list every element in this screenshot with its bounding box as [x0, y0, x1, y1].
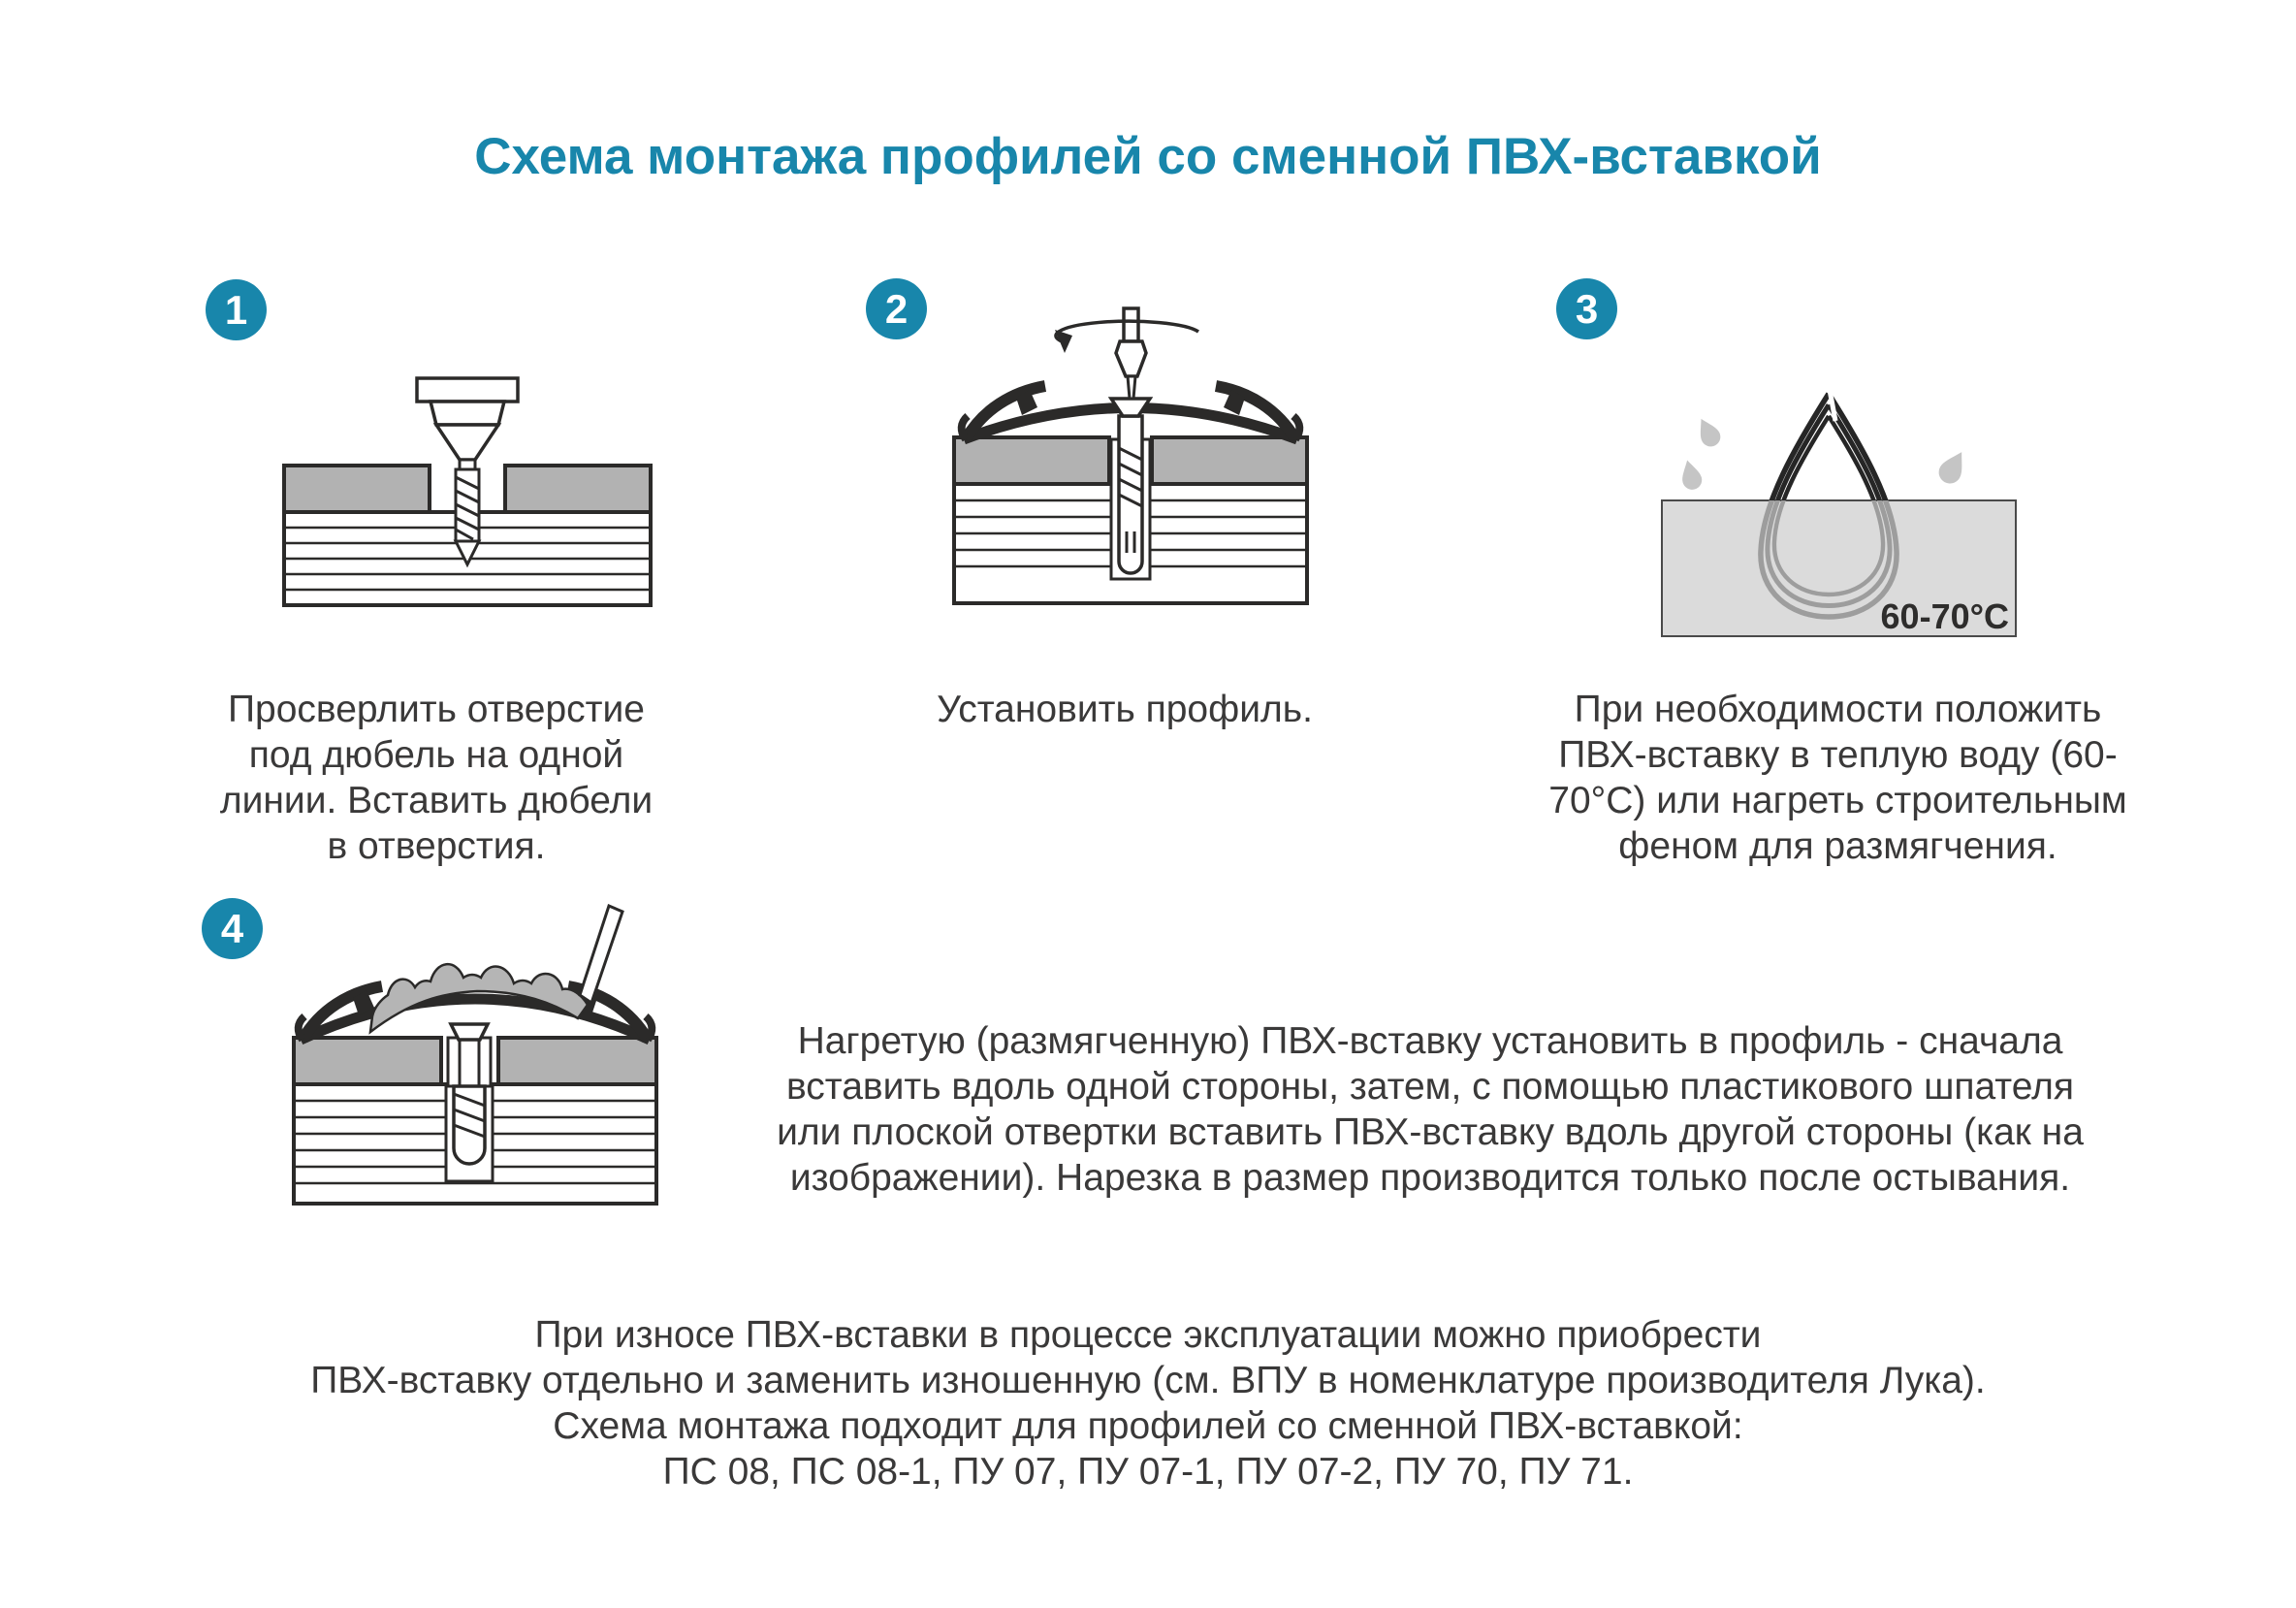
caption-line: ПВХ-вставку в теплую воду (60-: [1558, 734, 2118, 776]
step-3-caption: [1520, 687, 2155, 869]
caption-line: вставить вдоль одной стороны, затем, с помощью пластикового шпателя: [785, 1066, 2075, 1108]
step-1-badge: [206, 279, 267, 340]
footer-line: ПС 08, ПС 08-1, ПУ 07, ПУ 07-1, ПУ 07-2, ПУ 70, ПУ 71.: [662, 1451, 1634, 1493]
caption-line: или плоской отвертки вставить ПВХ-вставку вдоль другой стороны (как на: [777, 1111, 2084, 1153]
step-1-illustration: [281, 369, 659, 611]
step-3-illustration: [1648, 386, 2028, 644]
step-2-badge: [866, 278, 927, 339]
step-4-badge: [202, 898, 263, 959]
caption-line: феном для размягчения.: [1618, 825, 2057, 867]
step-4-caption: [732, 1018, 2128, 1201]
caption-line: При необходимости положить: [1574, 689, 2102, 730]
caption-line: изображении). Нарезка в размер производится только после остывания.: [789, 1157, 2071, 1199]
footer-line: Схема монтажа подходит для профилей со сменной ПВХ-вставкой:: [553, 1405, 1743, 1447]
step-3-number: 3: [1575, 285, 1599, 332]
step-3-badge: [1556, 278, 1617, 339]
step-4-illustration: [289, 904, 661, 1214]
footer-note: [0, 1312, 2296, 1495]
footer-line: При износе ПВХ-вставки в процессе эксплуатации можно приобрести: [534, 1314, 1762, 1356]
step-4-number: 4: [220, 905, 244, 951]
caption-line: 70°С) или нагреть строительным: [1548, 780, 2127, 821]
caption-line: в отверстия.: [327, 825, 546, 867]
step-2-caption: [902, 687, 1348, 732]
step-1-number: 1: [224, 286, 248, 333]
step-1-caption: [165, 687, 708, 869]
caption-line: линии. Вставить дюбели: [219, 780, 654, 821]
footer-line: ПВХ-вставку отдельно и заменить изношенную (см. ВПУ в номенклатуре производителя Лука).: [310, 1360, 1986, 1401]
caption-line: Нагретую (размягченную) ПВХ-вставку установить в профиль - сначала: [797, 1020, 2063, 1062]
dowel-screw-icon: [448, 1024, 491, 1164]
page-title: Схема монтажа профилей со сменной ПВХ-вставкой: [474, 128, 1822, 185]
caption-line: Просверлить отверстие: [228, 689, 645, 730]
water-temperature-label: 60-70°C: [1880, 596, 2009, 636]
caption-line: Установить профиль.: [937, 689, 1313, 730]
step-2-illustration: [948, 303, 1313, 611]
caption-line: под дюбель на одной: [248, 734, 624, 776]
step-2-number: 2: [884, 285, 909, 332]
screwdriver-blade-icon: [580, 906, 622, 1003]
